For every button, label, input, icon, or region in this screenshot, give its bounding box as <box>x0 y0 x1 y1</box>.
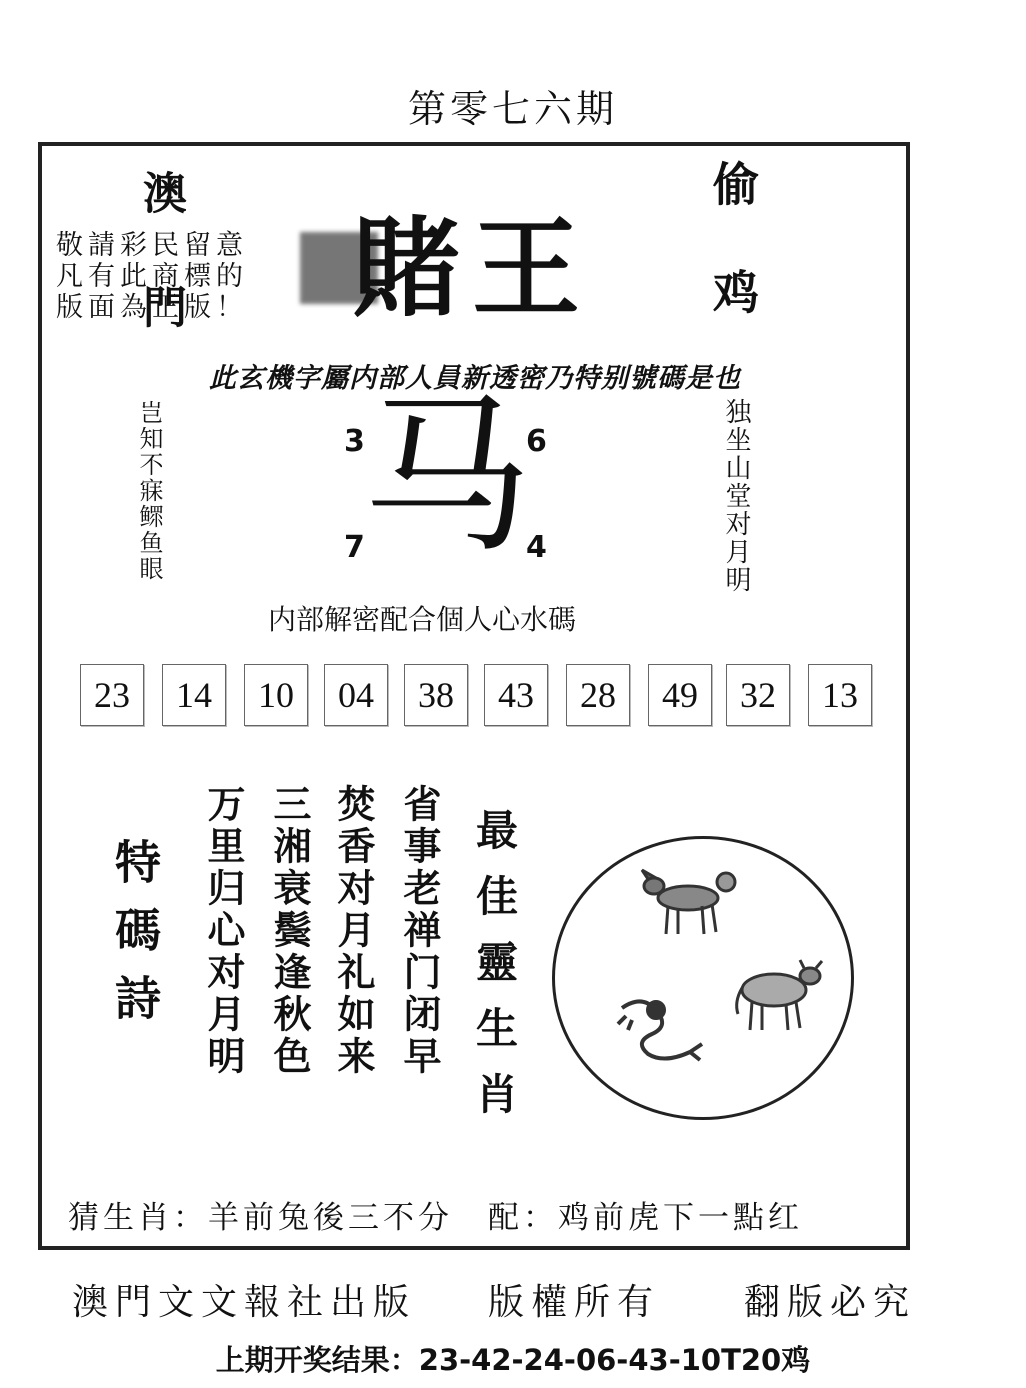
dog-icon <box>630 862 740 942</box>
notice-line-1: 敬請彩民留意 <box>56 230 248 261</box>
number-box: 28 <box>566 664 630 726</box>
ox-icon <box>730 958 830 1034</box>
number-box: 04 <box>324 664 388 726</box>
poem-column: 省事老禅门闭早 <box>397 784 441 1078</box>
poem-column: 万里归心对月明 <box>201 784 245 1078</box>
issue-title: 第零七六期 <box>407 87 618 131</box>
poem-column: 焚香对月礼如来 <box>331 784 375 1078</box>
main-title: 賭王 <box>352 207 593 332</box>
notice-line-2: 凡有此商標的 <box>56 261 248 292</box>
dragon-icon <box>612 990 708 1068</box>
piracy-notice: 翻版必究 <box>744 1282 917 1323</box>
decoding-description: 内部解密配合個人心水碼 <box>268 603 577 636</box>
number-box: 49 <box>648 664 712 726</box>
right-poem-line: 独坐山堂对月明 <box>721 398 751 594</box>
number-box: 38 <box>404 664 468 726</box>
number-box: 10 <box>244 664 308 726</box>
zodiac-title: 最佳靈生肖 <box>470 808 519 1138</box>
subtitle: 此玄機字屬内部人員新透密乃特别號碼是也 <box>209 363 741 394</box>
zodiac-guess-line: 猜生肖：羊前兔後三不分 配：鸡前虎下一點红 <box>68 1200 803 1236</box>
poem-column: 三湘衰鬓逢秋色 <box>267 784 311 1078</box>
special-code-poem-title: 特碼詩 <box>108 838 162 1042</box>
corner-number-top-left: 3 <box>344 424 365 459</box>
side-title-right: 偷鸡 <box>706 160 760 376</box>
number-box: 43 <box>484 664 548 726</box>
center-character: 马 <box>362 378 533 576</box>
corner-number-bottom-right: 4 <box>526 530 547 565</box>
notice-line-3: 版面為正版！ <box>56 292 248 323</box>
copyright: 版權所有 <box>488 1282 661 1323</box>
number-box: 23 <box>80 664 144 726</box>
number-box: 13 <box>808 664 872 726</box>
side-title-left: 澳門 <box>135 170 186 398</box>
left-poem-line: 岂知不寐鳏鱼眼 <box>135 400 163 582</box>
number-box: 32 <box>726 664 790 726</box>
publisher: 澳門文文報社出版 <box>72 1282 417 1323</box>
notice-block <box>56 230 248 323</box>
number-box: 14 <box>162 664 226 726</box>
corner-number-bottom-left: 7 <box>344 530 365 565</box>
corner-number-top-right: 6 <box>526 424 547 459</box>
last-draw-result: 上期开奖结果：23-42-24-06-43-10T20鸡 <box>215 1343 811 1377</box>
